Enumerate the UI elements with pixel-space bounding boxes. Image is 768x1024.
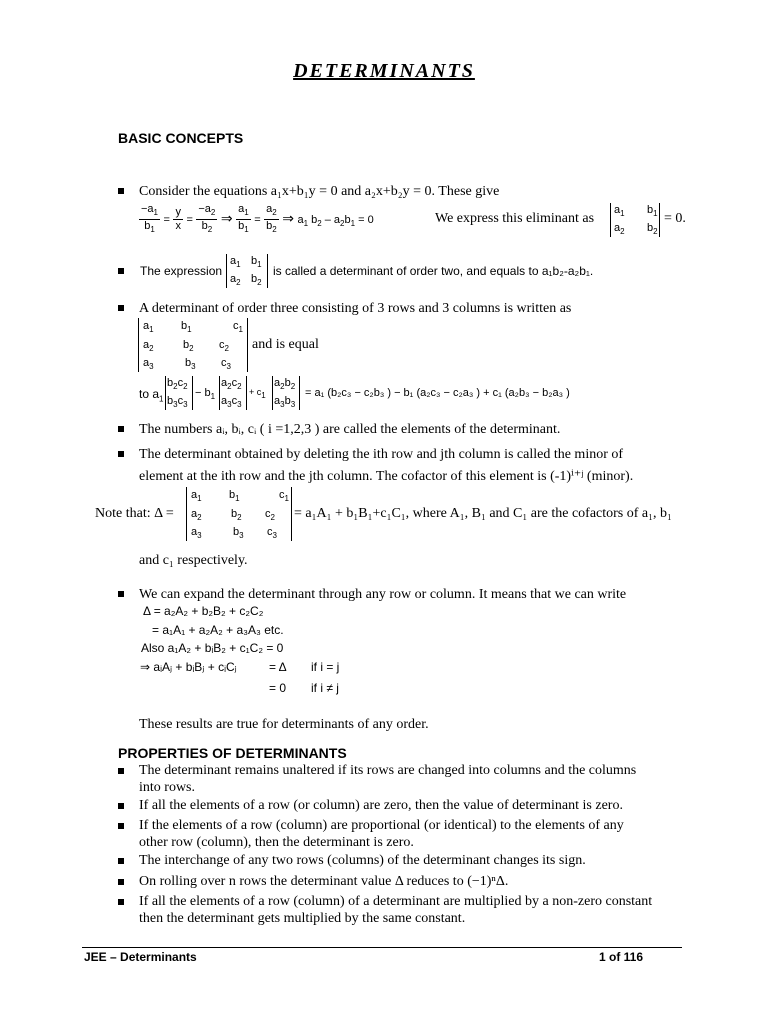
page-number: 1 of 116 xyxy=(599,950,644,964)
property-text: If the elements of a row (column) are proportional (or identical) to the elements of any xyxy=(139,818,624,833)
bullet-icon xyxy=(118,268,124,274)
bullet-4-text: The numbers aᵢ, bᵢ, cᵢ ( i =1,2,3 ) are called the elements of the determinant. xyxy=(139,422,561,437)
bullet-icon xyxy=(118,451,124,457)
section-heading-basic-concepts: BASIC CONCEPTS xyxy=(118,130,244,146)
bullet-icon xyxy=(118,591,124,597)
bullet-5-line2: element at the ith row and the jth column. The cofactor of this element is (-1)ⁱ⁺ʲ (minor). xyxy=(139,469,634,484)
bullet-icon xyxy=(118,858,124,864)
results-note: These results are true for determinants of any order. xyxy=(139,717,429,732)
bullet-5-line1: The determinant obtained by deleting the ith row and jth column is called the minor of xyxy=(139,447,624,462)
expansion-line-5-condition: if i ≠ j xyxy=(311,681,339,695)
property-text: The interchange of any two rows (columns) of the determinant changes its sign. xyxy=(139,853,586,868)
property-text: The determinant remains unaltered if its rows are changed into columns and the columns xyxy=(139,763,637,778)
determinant-2x2: $a_1$ $b_1$ $a_2$ $b_2$ xyxy=(226,254,268,288)
bullet-3-text: A determinant of order three consisting of 3 rows and 3 columns is written as xyxy=(139,301,572,316)
expansion-result: = a₁ (b₂c₃ − c₂b₃ ) − b₁ (a₂c₃ − c₂a₃ ) + c₁ (a₂b₃ − b₂a₃ ) xyxy=(305,387,570,399)
note-rhs: = a₁A₁ + b₁B₁+c₁C₁, where A₁, B₁ and C₁ are the cofactors of a₁, b₁ xyxy=(294,506,672,521)
footer-title: JEE – Determinants xyxy=(84,950,197,964)
expansion-line-3: Also a₁A₂ + bᵢB₂ + c₁C₂ = 0 xyxy=(141,641,284,655)
bullet-icon xyxy=(118,305,124,311)
determinant-3x3: $a_1$ $b_1$ $c_1$ $a_2$ $b_2$ $c_2$ $a_3$ $b_3$ $c_3$ xyxy=(138,318,248,372)
property-text: If all the elements of a row (or column) are zero, then the value of determinant is zero. xyxy=(139,798,623,813)
bullet-icon xyxy=(118,188,124,194)
eliminant-text: We express this eliminant as xyxy=(435,211,595,226)
bullet-icon xyxy=(118,803,124,809)
determinant-3x3: $a_1$ $b_1$ $c_1$ $a_2$ $b_2$ $c_2$ $a_3$ $b_3$ $c_3$ xyxy=(186,487,292,541)
note-tail: and c₁ respectively. xyxy=(139,553,248,568)
property-text: into rows. xyxy=(139,780,195,795)
determinant-2x2: $a_1$ $b_1$ $a_2$ $b_2$ xyxy=(610,203,660,237)
eliminant-equals-zero: = 0. xyxy=(664,211,686,226)
property-text: then the determinant gets multiplied by the same constant. xyxy=(139,911,466,926)
expansion-line-2: = a₁A₁ + a₂A₂ + a₃A₃ etc. xyxy=(152,623,284,637)
section-heading-properties: PROPERTIES OF DETERMINANTS xyxy=(118,745,347,761)
bullet-6-text: We can expand the determinant through any row or column. It means that we can write xyxy=(139,587,627,602)
and-is-equal-text: and is equal xyxy=(252,337,319,352)
bullet-1-text: Consider the equations a₁x+b₁y = 0 and a₂x+b₂y = 0. These give xyxy=(139,184,500,199)
expansion-line-4: ⇒ aᵢAⱼ + bᵢBⱼ + cᵢCⱼ xyxy=(140,660,237,674)
to-label: to a xyxy=(139,387,160,401)
property-text: On rolling over n rows the determinant value Δ reduces to (−1)ⁿΔ. xyxy=(139,874,509,889)
bullet-2-pre: The expression xyxy=(140,264,223,278)
elimination-equation: $\frac{-a_1}{b_1}$ = $\frac{y}{x}$ = $\frac{-a_2}{b_2}$ ⇒ $\frac{a_1}{b_1}$ = $\frac{a_2}{b_2}$ ⇒ $a_1$ $b_2 - a_2b_1 = 0$ xyxy=(141,203,374,235)
bullet-icon xyxy=(118,899,124,905)
bullet-icon xyxy=(118,879,124,885)
property-text: other row (column), then the determinant is zero. xyxy=(139,835,414,850)
bullet-2-post: is called a determinant of order two, and equals to a₁b₂-a₂b₁. xyxy=(273,264,594,278)
expansion-line-4-value: = Δ xyxy=(269,660,287,674)
footer-divider xyxy=(82,947,682,948)
bullet-icon xyxy=(118,823,124,829)
note-label: Note that: Δ = xyxy=(95,506,174,521)
page-title: DETERMINANTS xyxy=(293,60,475,82)
expansion-line-1: Δ = a₂A₂ + b₂B₂ + c₂C₂ xyxy=(143,604,264,618)
expansion-line-4-condition: if i = j xyxy=(311,660,340,674)
property-text: If all the elements of a row (column) of a determinant are multiplied by a non-zero constant xyxy=(139,894,653,909)
bullet-icon xyxy=(118,768,124,774)
expansion-line-5-value: = 0 xyxy=(269,681,287,695)
bullet-icon xyxy=(118,426,124,432)
